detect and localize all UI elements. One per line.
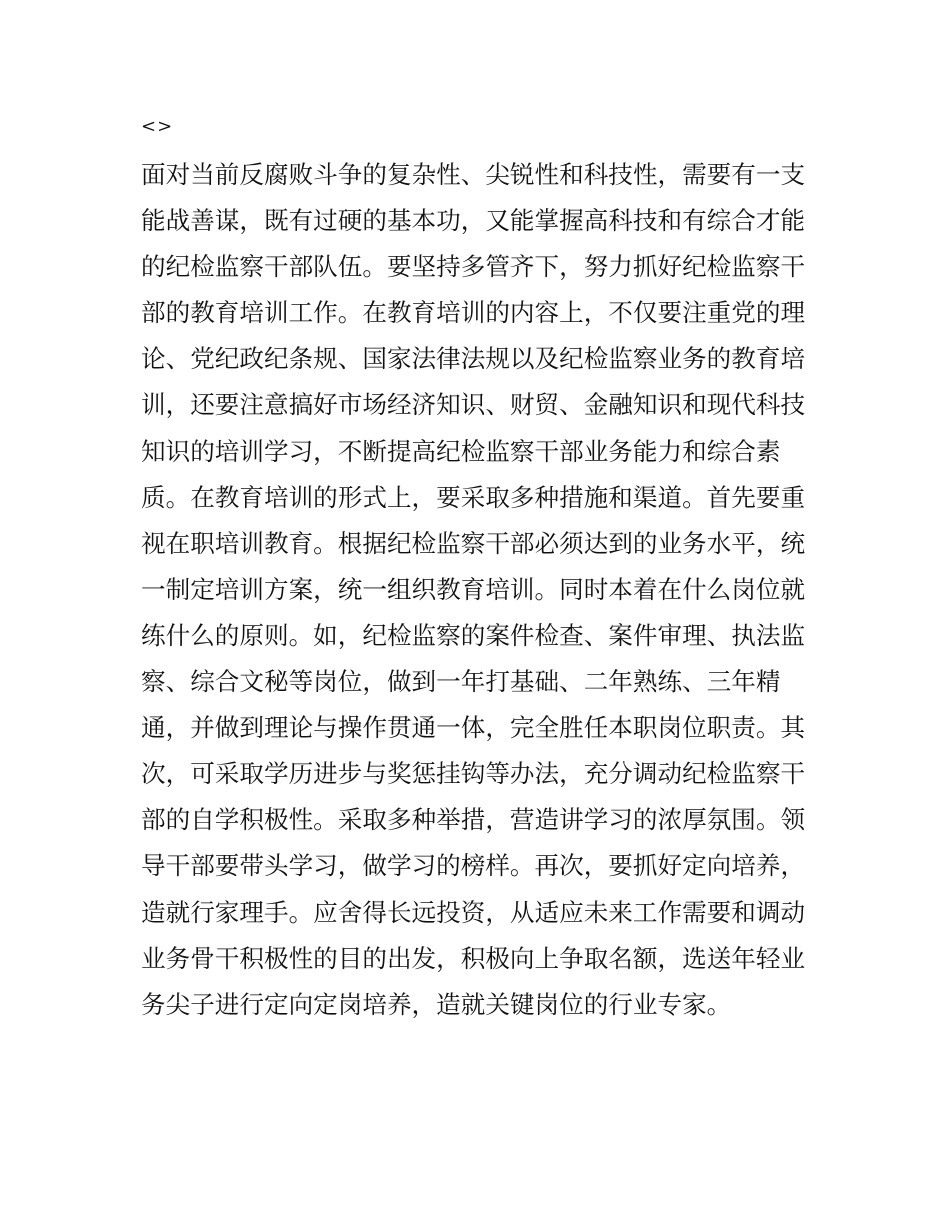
text-line: 造就行家理手。应舍得长远投资，从适应未来工作需要和调动 — [141, 897, 806, 927]
text-line: 一制定培训方案，统一组织教育培训。同时本着在什么岗位就 — [141, 574, 806, 604]
header-mark: <> — [141, 116, 174, 137]
text-line: 质。在教育培训的形式上，要采取多种措施和渠道。首先要重 — [141, 482, 806, 512]
text-line: 训，还要注意搞好市场经济知识、财贸、金融知识和现代科技 — [141, 390, 806, 420]
text-line: 通，并做到理论与操作贯通一体，完全胜任本职岗位职责。其 — [141, 713, 806, 743]
text-line: 部的自学积极性。采取多种举措，营造讲学习的浓厚氛围。领 — [141, 805, 806, 835]
text-line: 业务骨干积极性的目的出发，积极向上争取名额，选送年轻业 — [141, 943, 806, 973]
text-line: 视在职培训教育。根据纪检监察干部必须达到的业务水平，统 — [141, 528, 806, 558]
text-line: 导干部要带头学习，做学习的榜样。再次，要抓好定向培养， — [141, 851, 806, 881]
body-paragraph — [141, 155, 831, 1031]
text-line: 次，可采取学历进步与奖惩挂钩等办法，充分调动纪检监察干 — [141, 759, 806, 789]
text-line: 论、党纪政纪条规、国家法律法规以及纪检监察业务的教育培 — [141, 344, 806, 374]
text-line: 部的教育培训工作。在教育培训的内容上，不仅要注重党的理 — [141, 298, 806, 328]
text-line: 务尖子进行定向定岗培养，造就关键岗位的行业专家。 — [141, 989, 732, 1019]
text-line: 知识的培训学习，不断提高纪检监察干部业务能力和综合素 — [141, 436, 781, 466]
text-line: 能战善谋，既有过硬的基本功，又能掌握高科技和有综合才能 — [141, 206, 806, 236]
text-line: 练什么的原则。如，纪检监察的案件检查、案件审理、执法监 — [141, 620, 806, 650]
text-line: 的纪检监察干部队伍。要坚持多管齐下，努力抓好纪检监察干 — [141, 252, 806, 282]
text-line: 察、综合文秘等岗位，做到一年打基础、二年熟练、三年精 — [141, 667, 781, 697]
text-line: 面对当前反腐败斗争的复杂性、尖锐性和科技性，需要有一支 — [141, 160, 806, 189]
